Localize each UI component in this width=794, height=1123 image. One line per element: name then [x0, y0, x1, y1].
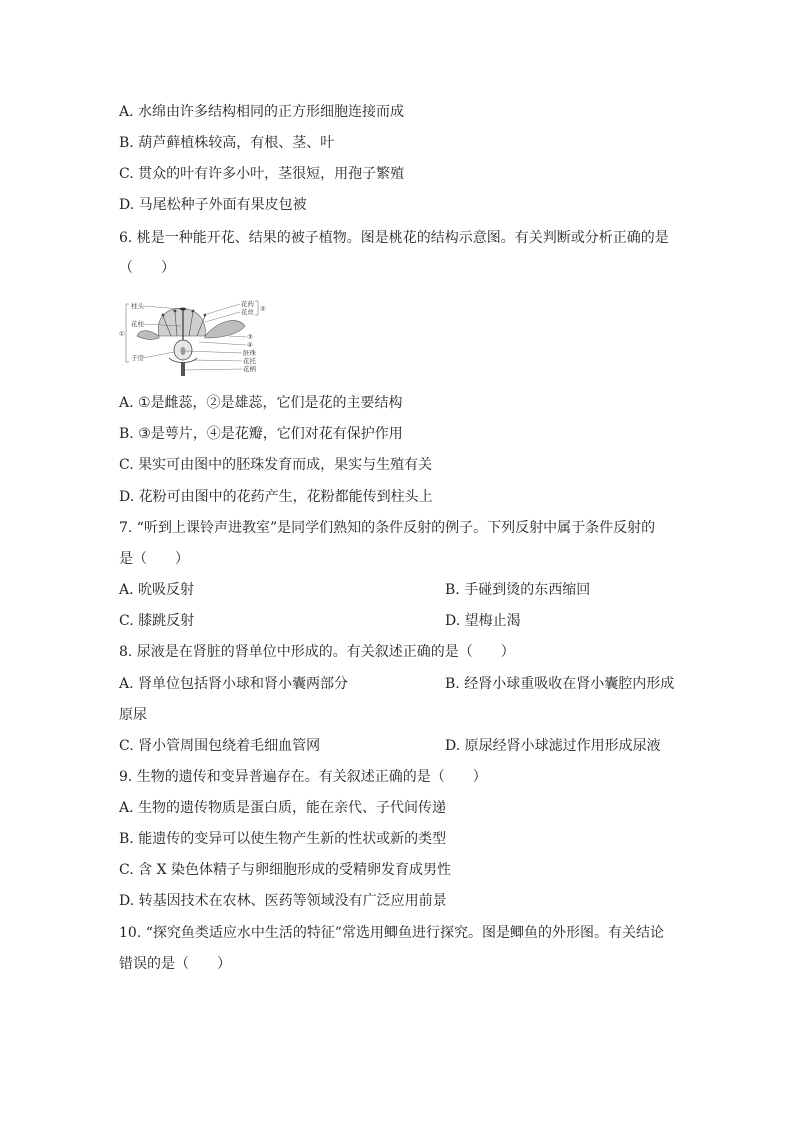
label-style: 花柱: [131, 320, 144, 328]
q7-stem: 7. “听到上课铃声进教室”是同学们熟知的条件反射的例子。下列反射中属于条件反射的: [119, 520, 656, 536]
q7-stem-cont: 是（ ）: [119, 551, 189, 567]
q7-option-d: D. 望梅止渴: [445, 613, 521, 629]
q5-option-a: A. 水绵由许多结构相同的正方形细胞连接而成: [119, 104, 405, 120]
q7-option-b: B. 手碰到烫的东西缩回: [445, 582, 591, 598]
q7-option-a: A. 吮吸反射: [119, 582, 195, 598]
label-stigma: 柱头: [131, 302, 144, 310]
q10-stem-cont: 错误的是（ ）: [119, 956, 231, 972]
q8-option-c: C. 肾小管周围包绕着毛细血管网: [119, 738, 321, 754]
label-one: ①: [119, 330, 125, 338]
label-three: ③: [247, 333, 253, 341]
q10-stem: 10. “探究鱼类适应水中生活的特征”常选用鲫鱼进行探究。图是鲫鱼的外形图。有关结论: [119, 925, 665, 941]
q8-option-b: B. 经肾小球重吸收在肾小囊腔内形成: [445, 676, 675, 692]
q6-stem-bracket: （ ）: [119, 260, 175, 276]
q5-option-d: D. 马尾松种子外面有果皮包被: [119, 197, 307, 213]
q7-option-c: C. 膝跳反射: [119, 613, 195, 629]
q8-stem: 8. 尿液是在肾脏的肾单位中形成的。有关叙述正确的是（ ）: [119, 644, 515, 660]
label-ovule: 胚珠: [243, 349, 256, 357]
label-anther: 花药: [241, 300, 254, 308]
q9-option-d: D. 转基因技术在农林、医药等领域没有广泛应用前景: [119, 893, 447, 909]
label-pedicel: 花柄: [243, 365, 256, 373]
label-two: ②: [260, 305, 266, 313]
q6-option-c: C. 果实可由图中的胚珠发育而成，果实与生殖有关: [119, 457, 433, 473]
q8-option-a: A. 肾单位包括肾小球和肾小囊两部分: [119, 676, 349, 692]
q6-option-d: D. 花粉可由图中的花药产生，花粉都能传到柱头上: [119, 489, 433, 505]
label-filament: 花丝: [241, 308, 254, 316]
q8-option-d: D. 原尿经肾小球滤过作用形成尿液: [445, 738, 661, 754]
q8-option-b-cont: 原尿: [119, 707, 147, 723]
q9-option-b: B. 能遗传的变异可以使生物产生新的性状或新的类型: [119, 831, 447, 847]
q5-option-c: C. 贯众的叶有许多小叶，茎很短，用孢子繁殖: [119, 166, 405, 182]
q6-stem: 6. 桃是一种能开花、结果的被子植物。图是桃花的结构示意图。有关判断或分析正确的是: [119, 230, 669, 246]
q5-option-b: B. 葫芦藓植株较高，有根、茎、叶: [119, 135, 335, 151]
q9-stem: 9. 生物的遗传和变异普遍存在。有关叙述正确的是（ ）: [119, 769, 487, 785]
q9-option-a: A. 生物的遗传物质是蛋白质，能在亲代、子代间传递: [119, 800, 447, 816]
q9-option-c: C. 含 X 染色体精子与卵细胞形成的受精卵发育成男性: [119, 862, 451, 878]
label-four: ④: [247, 341, 253, 349]
label-ovary: 子房: [131, 354, 144, 362]
q6-option-a: A. ①是雌蕊，②是雄蕊，它们是花的主要结构: [119, 395, 403, 411]
peach-flower-diagram: [119, 298, 271, 378]
label-receptacle: 花托: [243, 357, 256, 365]
q6-option-b: B. ③是萼片，④是花瓣，它们对花有保护作用: [119, 426, 403, 442]
